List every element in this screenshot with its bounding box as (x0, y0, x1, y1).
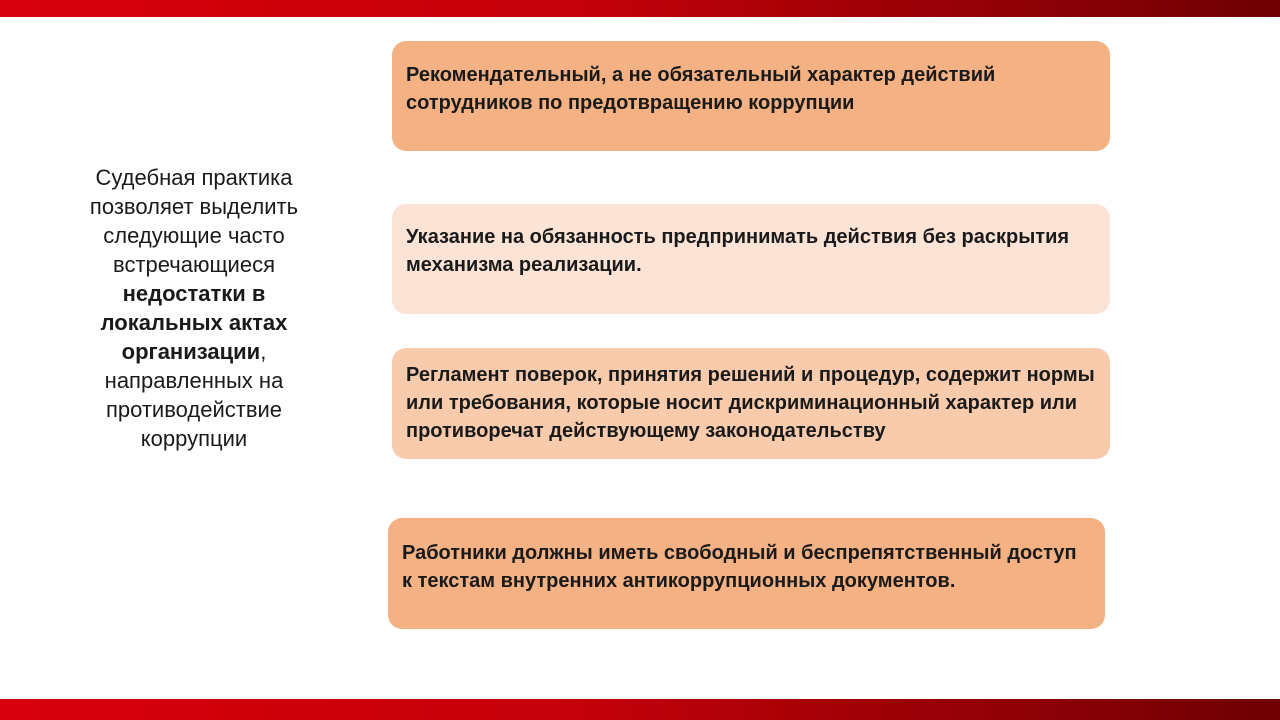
intro-text-bold: недостатки в локальных актах организации (100, 281, 288, 364)
shortcoming-card-2-text: Указание на обязанность предпринимать действия без раскрытия механизма реализации. (406, 226, 1070, 276)
shortcoming-card-3 (392, 348, 1110, 459)
top-decorative-bar (0, 0, 1280, 17)
shortcoming-card-1 (392, 41, 1110, 151)
shortcoming-card-4-text: Работники должны иметь свободный и беспрепятственный доступ к текстам внутренних антикоррупционных документов. (402, 541, 1077, 592)
intro-text (80, 163, 308, 453)
intro-text-part1: Судебная практика позволяет выделить следующие часто встречающиеся (89, 165, 299, 277)
shortcoming-card-3-text: Регламент поверок, принятия решений и процедур, содержит нормы или требования, которые носит дискриминационный характер или противоречат действующему законодательству (406, 363, 1095, 442)
shortcoming-card-1-text: Рекомендательный, а не обязательный характер действий сотрудников по предотвращению коррупции (406, 64, 996, 114)
shortcoming-card-2 (392, 204, 1110, 314)
bottom-decorative-bar (0, 699, 1280, 720)
shortcoming-card-4 (388, 518, 1105, 629)
intro-text-part2: , направленных на противодействие коррупции (104, 339, 284, 451)
